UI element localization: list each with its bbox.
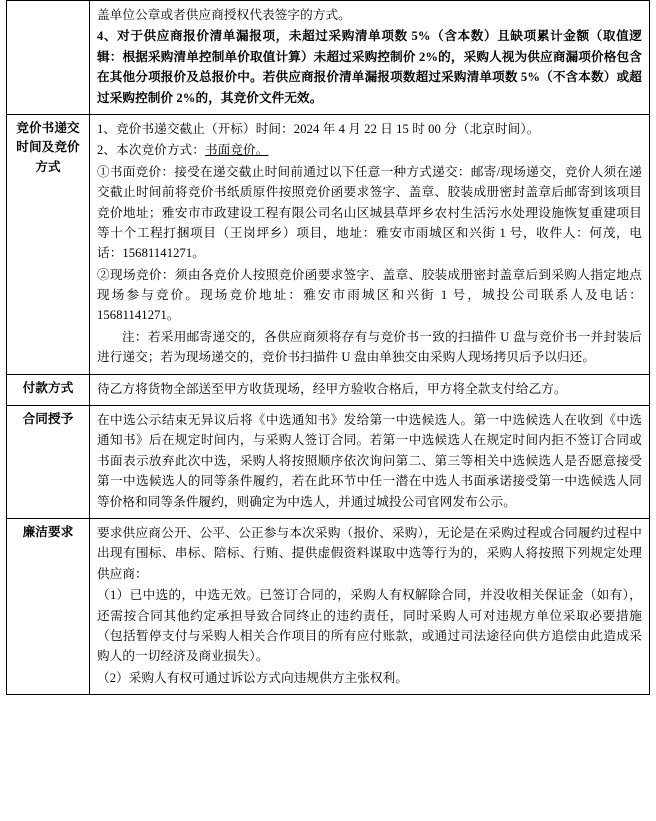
paragraph: 注：若采用邮寄递交的，各供应商须将存有与竞价书一致的扫描件 U 盘与竞价书一并封装后进行递交；若为现场递交的，竞价书扫描件 U 盘由单独交由采购人现场拷贝后予以归还。 <box>97 329 642 365</box>
paragraph: 4、对于供应商报价清单漏报项，未超过采购清单项数 5%（含本数）且缺项累计金额（取值逻辑：根据采购清单控制单价取值计算）未超过采购控制价 2%的，采购人视为供应商漏项价格包含在其他分项报价及总报价中。若供应商报价清单漏报项数超过采购清单项数 5%（不含本数）或超过采购控制价 2%的，其竞价文件无效。 <box>97 29 642 105</box>
row-label-payment-method <box>14 379 82 399</box>
label-line: 付款方式 <box>22 380 74 395</box>
contract-terms-table <box>6 0 650 695</box>
table-row <box>7 406 650 519</box>
paragraph: 待乙方将货物全部送至甲方收货现场，经甲方验收合格后，甲方将全款支付给乙方。 <box>97 381 567 396</box>
row-label-cell <box>7 1 90 115</box>
paragraph <box>97 140 642 160</box>
paragraph-head: 2、本次竞价方式： <box>97 143 205 158</box>
paragraph: （1）已中选的，中选无效。已签订合同的，采购人有权解除合同，并没收相关保证金（如有），还需按合同其他约定承担导致合同终止的违约责任，同时采购人可对违规方单位采取必要措施（包括暂停支付与采购人相关合作项目的所有应付账款，或通过司法途径向供方追偿由此造成采购人的一切经济及商业损失）。 <box>97 588 642 664</box>
paragraph: 要求供应商公开、公平、公正参与本次采购（报价、采购），无论是在采购过程或合同履约过程中出现有围标、串标、陪标、行贿、提供虚假资料谋取中选等行为的，采购人将按照下列规定处理供应商： <box>97 525 642 581</box>
paragraph-underlined: 书面竞价。 <box>204 143 269 158</box>
paragraph: ①书面竞价：接受在递交截止时间前通过以下任意一种方式递交：邮寄/现场递交，竞价人须在递交截止时间前将竞价书纸质原件按照竞价函要求签字、盖章、胶装成册密封盖章后邮寄到该项目竞价地址；雅安市市政建设工程有限公司名山区城县草坪乡农村生活污水处理设施恢复重建项目等十个工程打捆项目（王岗坪乡）项目，地址：雅安市雨城区和兴街 1 号，收件人：何茂，电话：15681141271。 <box>97 164 642 261</box>
row-label-cell <box>7 374 90 405</box>
table-row <box>7 114 650 374</box>
row-label-contract-award <box>14 410 82 430</box>
row-label-cell <box>7 518 90 694</box>
table-row <box>7 374 650 405</box>
row-body-cell <box>90 406 650 519</box>
table-row <box>7 518 650 694</box>
label-line: 时间及竞价 <box>16 140 80 155</box>
row-label-cell <box>7 406 90 519</box>
table-row <box>7 1 650 115</box>
row-label-bidding-submission <box>14 119 82 178</box>
label-line: 竞价书递交 <box>16 120 80 135</box>
row-label-cell <box>7 114 90 374</box>
row-body-cell <box>90 518 650 694</box>
paragraph: （2）采购人有权可通过诉讼方式向违规供方主张权利。 <box>97 670 409 685</box>
label-line: 廉洁要求 <box>22 524 74 539</box>
row-body-cell <box>90 374 650 405</box>
row-label-integrity-requirements <box>14 523 82 543</box>
paragraph: 盖单位公章或者供应商授权代表签字的方式。 <box>97 8 351 22</box>
label-line: 方式 <box>35 159 61 174</box>
paragraph: ②现场竞价：须由各竞价人按照竞价函要求签字、盖章、胶装成册密封盖章后到采购人指定地点现场参与竞价。现场竞价地址：雅安市雨城区和兴街 1 号，城投公司联系人及电话：15681141271。 <box>97 267 642 323</box>
label-line: 合同授予 <box>22 412 74 427</box>
paragraph: 1、竞价书递交截止（开标）时间：2024 年 4 月 22 日 15 时 00 分（北京时间）。 <box>97 121 540 136</box>
row-body-cell <box>90 114 650 374</box>
row-body-cell <box>90 1 650 115</box>
paragraph: 在中选公示结束无异议后将《中选通知书》发给第一中选候选人。第一中选候选人在收到《中选通知书》后在规定时间内，与采购人签订合同。若第一中选候选人在规定时间内拒不签订合同或书面表示放弃此次中选，采购人将按照顺序依次询问第二、第三等相关中选候选人是否愿意接受第一中选候选人的同等条件履约，若在此环节中任一潜在中选人书面承诺接受第一中选候选人同等价格和同等条件履约，则确定为中选人，并通过城投公司官网发布公示。 <box>97 413 642 509</box>
